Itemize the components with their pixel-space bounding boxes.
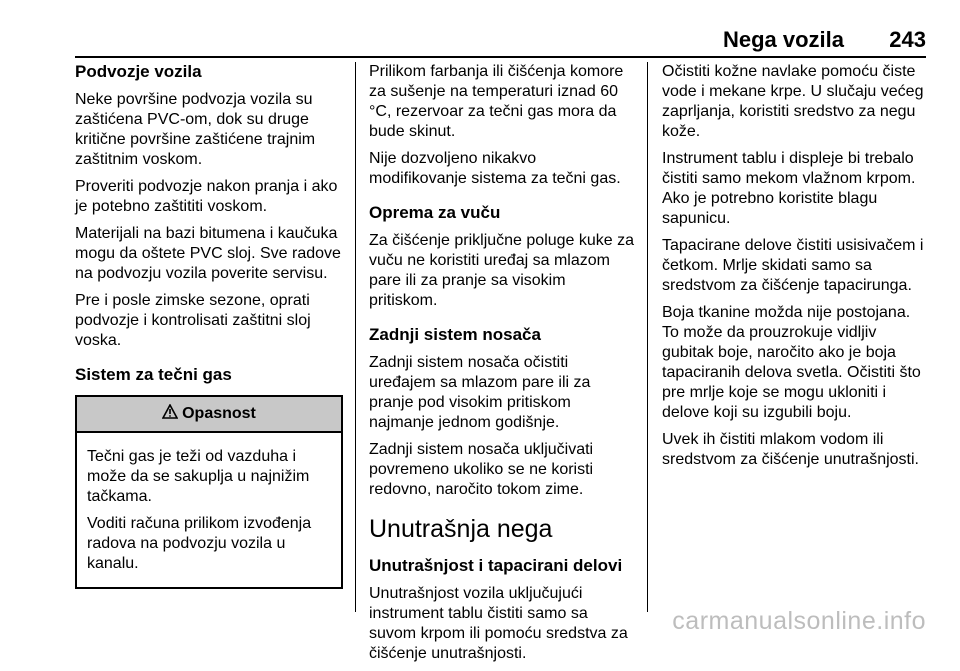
paragraph: Očistiti kožne navlake pomoću čiste vode i mekane krpe. U slučaju većeg zaprljanja, koristiti sredstvo za negu kože. — [662, 63, 924, 140]
paragraph: Voditi računa prilikom izvođenja radova na podvozju vozila u kanalu. — [87, 515, 312, 572]
heading-oprema-za-vucu: Oprema za vuču — [369, 203, 501, 222]
paragraph: Zadnji sistem nosača očistiti uređajem sa mlazom pare ili za pranje pod visokim pritiskom najmanje jednom godišnje. — [369, 354, 591, 431]
paragraph: Unutrašnjost vozila uključujući instrument tablu čistiti samo sa suvom krpom ili pomoću sredstva za čišćenje unutrašnjosti. — [369, 585, 628, 662]
warning-box — [75, 395, 343, 589]
paragraph: Pre i posle zimske sezone, oprati podvozje i kontrolisati zaštitni sloj voska. — [75, 292, 311, 349]
watermark: carmanualsonline.info — [672, 607, 926, 635]
paragraph: Tapacirane delove čistiti usisivačem i četkom. Mrlje skidati samo sa sredstvom za čišćenje tapacirunga. — [662, 237, 924, 294]
section-title: Nega vozila — [722, 27, 844, 52]
warning-triangle-icon — [162, 404, 178, 425]
paragraph: Boja tkanine možda nije postojana. To može da prouzrokuje vidljiv gubitak boje, naročito ako je boja tapaciranih delova svetla. Očistiti što pre mrlje koje se mogu ukloniti i delove koji su izgubili boju. — [662, 304, 921, 421]
paragraph: Zadnji sistem nosača uključivati povremeno ukoliko se ne koristi redovno, naročito tokom zime. — [369, 441, 594, 498]
paragraph: Za čišćenje priključne poluge kuke za vuču ne koristiti uređaj sa mlazom pare ili za pranje sa visokim pritiskom. — [369, 232, 635, 309]
page-header — [75, 22, 926, 58]
paragraph: Nije dozvoljeno nikakvo modifikovanje sistema za tečni gas. — [369, 150, 621, 187]
warning-body — [77, 433, 341, 587]
paragraph: Prilikom farbanja ili čišćenja komore za sušenje na temperaturi iznad 60 °C, rezervoar za tečni gas mora da bude skinut. — [369, 63, 624, 140]
heading-unutrasnjost-tapacirani: Unutrašnjost i tapacirani delovi — [369, 556, 623, 575]
paragraph: Proveriti podvozje nakon pranja i ako je potebno zaštititi voskom. — [75, 178, 338, 215]
paragraph: Uvek ih čistiti mlakom vodom ili sredstvom za čišćenje unutrašnjosti. — [662, 431, 919, 468]
heading-podvozje: Podvozje vozila — [75, 62, 202, 81]
heading-zadnji-sistem-nosaca: Zadnji sistem nosača — [369, 325, 541, 344]
warning-title: Opasnost — [182, 405, 256, 422]
column-2 — [369, 62, 635, 671]
paragraph: Neke površine podvozja vozila su zaštićena PVC-om, dok su druge kritične površine zaštićene trajnim zaštitnim voskom. — [75, 91, 316, 168]
paragraph: Tečni gas je teži od vazduha i može da se sakuplja u najnižim tačkama. — [87, 448, 310, 505]
paragraph: Instrument tablu i displeje bi trebalo čistiti samo mekom vlažnom krpom. Ako je potrebno koristite blagu sapunicu. — [662, 150, 916, 227]
column-1 — [75, 62, 343, 589]
column-3 — [662, 62, 928, 477]
paragraph: Materijali na bazi bitumena i kaučuka mogu da oštete PVC sloj. Sve radove na podvozju vozila poverite servisu. — [75, 225, 341, 282]
column-divider — [647, 62, 648, 612]
warning-header — [77, 397, 341, 433]
heading-unutrasnja-nega: Unutrašnja nega — [369, 515, 553, 543]
page-number: 243 — [889, 27, 926, 52]
heading-tecni-gas: Sistem za tečni gas — [75, 365, 232, 384]
column-divider — [355, 62, 356, 612]
